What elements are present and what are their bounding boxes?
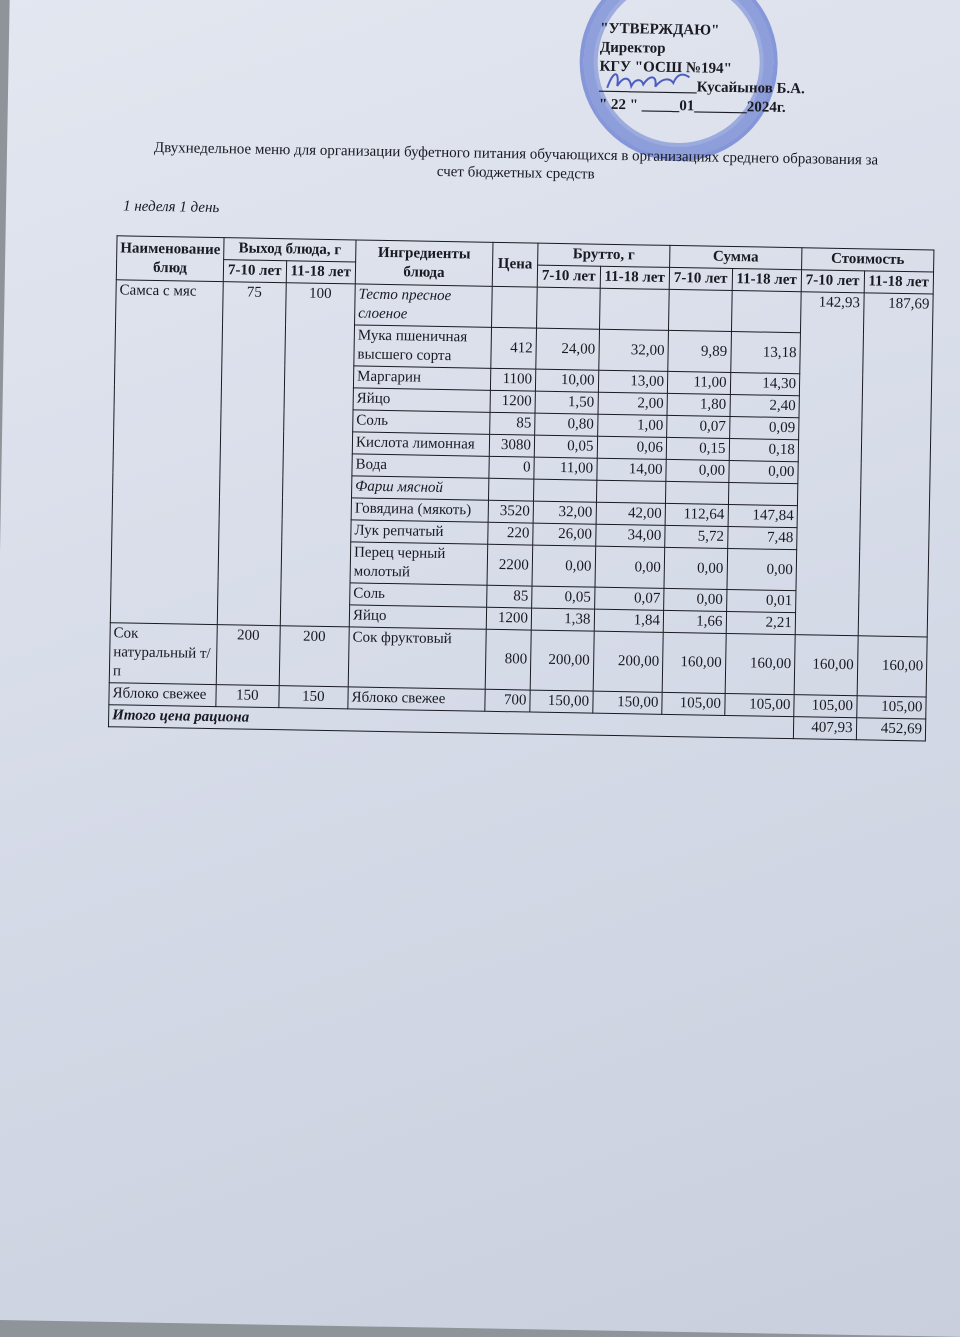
ingredient-name: Соль <box>350 583 487 607</box>
ingredient-b11: 42,00 <box>596 502 666 525</box>
yield-7-10: 150 <box>216 685 279 708</box>
ingredient-b11: 0,07 <box>594 587 664 610</box>
cost-11-18: 187,69 <box>858 293 933 637</box>
ingredient-price: 220 <box>488 522 533 545</box>
header-sum-7-10: 7-10 лет <box>669 267 732 290</box>
cost-7-10: 160,00 <box>794 635 858 696</box>
ingredient-name: Фарш мясной <box>351 476 488 500</box>
handwritten-signature <box>603 68 693 96</box>
total-cost-7-10: 407,93 <box>793 717 856 740</box>
ingredient-s11: 0,00 <box>726 548 796 590</box>
ingredient-b11: 32,00 <box>598 329 668 371</box>
yield-11-18: 150 <box>278 686 348 709</box>
ingredient-b7: 32,00 <box>533 501 596 524</box>
header-sum-11-18: 11-18 лет <box>732 269 802 292</box>
yield-11-18: 200 <box>279 626 349 687</box>
ingredient-s7: 112,64 <box>665 503 728 526</box>
ingredient-s11 <box>731 291 801 333</box>
ingredient-s7: 1,66 <box>663 610 726 633</box>
ingredient-b7: 11,00 <box>534 457 597 480</box>
ingredient-b11: 13,00 <box>598 370 668 393</box>
ingredient-price: 3080 <box>489 434 534 457</box>
ingredient-s7: 0,15 <box>666 437 729 460</box>
ingredient-b11: 1,84 <box>594 609 664 632</box>
dish-name: Яблоко свежее <box>109 683 216 707</box>
ingredient-price: 412 <box>491 327 537 369</box>
approval-org: КГУ "ОСШ №194" <box>599 58 733 77</box>
ingredient-b7: 0,05 <box>532 586 595 609</box>
ingredient-b11 <box>596 480 666 503</box>
ingredient-name: Мука пшеничная высшего сорта <box>354 325 492 368</box>
ingredient-b7 <box>536 287 599 329</box>
approval-heading: "УТВЕРЖДАЮ" <box>600 20 720 39</box>
header-brutto-11-18: 11-18 лет <box>600 266 670 289</box>
ingredient-price: 3520 <box>488 500 533 523</box>
ingredient-s7: 0,00 <box>664 547 727 589</box>
week-day-label: 1 неделя 1 день <box>122 198 220 217</box>
header-cost-7-10: 7-10 лет <box>801 270 864 293</box>
ingredient-name: Соль <box>353 410 490 434</box>
ingredient-s7 <box>665 481 728 504</box>
ingredient-s11: 13,18 <box>730 332 800 374</box>
header-yield-7-10: 7-10 лет <box>223 260 286 283</box>
document-title: Двухнедельное меню для организации буфетного питания обучающихся в организациях среднего образования за счет бюджетных средств <box>153 139 879 183</box>
cost-11-18: 105,00 <box>856 696 926 719</box>
ingredient-b7: 0,80 <box>535 413 598 436</box>
ingredient-name: Вода <box>352 454 489 478</box>
ingredient-s11: 7,48 <box>727 526 797 549</box>
ingredient-b7: 24,00 <box>536 328 599 370</box>
approval-position: Директор <box>599 39 666 57</box>
ingredient-name: Перец черный молотый <box>350 542 488 585</box>
ingredient-b7: 10,00 <box>535 369 598 392</box>
ingredient-b7: 200,00 <box>530 630 594 691</box>
ingredient-name: Сок фруктовый <box>348 627 486 689</box>
ingredient-b11: 14,00 <box>596 458 666 481</box>
ingredient-price: 800 <box>485 629 531 690</box>
ingredient-price: 1100 <box>490 368 535 391</box>
yield-7-10: 75 <box>217 282 286 626</box>
dish-name: Самса с мяс <box>110 280 223 625</box>
ingredient-s7: 0,00 <box>664 588 727 611</box>
ingredient-b7: 0,05 <box>534 435 597 458</box>
total-cost-11-18: 452,69 <box>856 718 926 741</box>
ingredient-price: 85 <box>487 585 532 608</box>
ingredient-b11: 200,00 <box>593 631 663 692</box>
total-label: Итого цена рациона <box>108 705 793 739</box>
ingredient-price: 1200 <box>486 607 531 630</box>
ingredient-s11: 0,01 <box>726 589 796 612</box>
ingredient-price <box>491 286 537 328</box>
ingredient-b11: 150,00 <box>592 691 662 714</box>
ingredient-b7: 1,50 <box>535 391 598 414</box>
yield-7-10: 200 <box>216 625 280 686</box>
approval-signature-line: _____________Кусайынов Б.А. <box>599 77 805 98</box>
ingredient-s11 <box>728 482 798 505</box>
ingredient-price: 1200 <box>490 390 535 413</box>
ingredient-name: Яблоко свежее <box>348 687 485 711</box>
ingredient-b7: 26,00 <box>533 523 596 546</box>
ingredient-s7: 105,00 <box>662 692 725 715</box>
ingredient-name: Яйцо <box>349 605 486 629</box>
ingredient-price: 85 <box>490 412 535 435</box>
ingredient-s11: 105,00 <box>724 693 794 716</box>
ingredient-b7: 0,00 <box>532 545 595 587</box>
ingredient-b7 <box>533 479 596 502</box>
ingredient-s11: 147,84 <box>728 504 798 527</box>
cost-7-10: 105,00 <box>794 695 857 718</box>
ingredient-s7: 160,00 <box>662 632 726 693</box>
cost-11-18: 160,00 <box>857 636 928 697</box>
ingredient-price <box>488 478 533 501</box>
menu-table <box>108 235 934 741</box>
header-sum: Сумма <box>670 245 802 269</box>
ingredient-name: Яйцо <box>353 388 490 412</box>
header-yield-11-18: 11-18 лет <box>286 261 356 284</box>
header-yield: Выход блюда, г <box>224 238 356 262</box>
header-brutto: Брутто, г <box>538 243 670 267</box>
ingredient-s7: 5,72 <box>665 525 728 548</box>
ingredient-s11: 2,21 <box>726 611 796 634</box>
ingredient-s11: 14,30 <box>730 372 800 395</box>
ingredient-name: Маргарин <box>353 366 490 390</box>
ingredient-name: Кислота лимонная <box>352 432 489 456</box>
dish-name: Сок натуральный т/п <box>109 623 217 685</box>
header-price: Цена <box>492 242 538 287</box>
ingredient-name: Тесто пресное слоеное <box>355 284 493 327</box>
header-cost: Стоимость <box>802 248 934 272</box>
ingredient-b11: 1,00 <box>597 414 667 437</box>
ingredient-name: Лук репчатый <box>351 520 488 544</box>
ingredient-s11: 0,09 <box>729 416 799 439</box>
ingredient-b7: 150,00 <box>530 690 593 713</box>
ingredient-price: 2200 <box>487 544 533 586</box>
ingredient-b11: 2,00 <box>598 392 668 415</box>
header-brutto-7-10: 7-10 лет <box>537 265 600 288</box>
ingredient-s7: 1,80 <box>667 393 730 416</box>
ingredient-s11: 0,00 <box>728 460 798 483</box>
ingredient-price: 700 <box>485 689 530 712</box>
ingredient-name: Говядина (мякоть) <box>351 498 488 522</box>
ingredient-s11: 2,40 <box>730 394 800 417</box>
ingredient-b11: 0,06 <box>597 436 667 459</box>
ingredient-b11: 34,00 <box>595 524 665 547</box>
ingredient-price: 0 <box>489 456 534 479</box>
header-cost-11-18: 11-18 лет <box>864 271 934 294</box>
ingredient-s7 <box>668 289 731 331</box>
ingredient-s11: 160,00 <box>725 633 795 694</box>
header-ingredients: Ингредиенты блюда <box>355 240 493 286</box>
approval-date: " 22 " _____01_______2024г. <box>598 96 786 116</box>
ingredient-s7: 0,00 <box>666 459 729 482</box>
ingredient-b7: 1,38 <box>531 608 594 631</box>
header-name: Наименование блюд <box>116 236 224 282</box>
ingredient-b11 <box>599 288 669 330</box>
ingredient-b11: 0,00 <box>595 546 665 588</box>
cost-7-10: 142,93 <box>795 292 864 636</box>
yield-11-18: 100 <box>280 283 355 627</box>
ingredient-s7: 0,07 <box>667 415 730 438</box>
ingredient-s7: 11,00 <box>667 371 730 394</box>
ingredient-s11: 0,18 <box>729 438 799 461</box>
ingredient-s7: 9,89 <box>668 330 731 372</box>
